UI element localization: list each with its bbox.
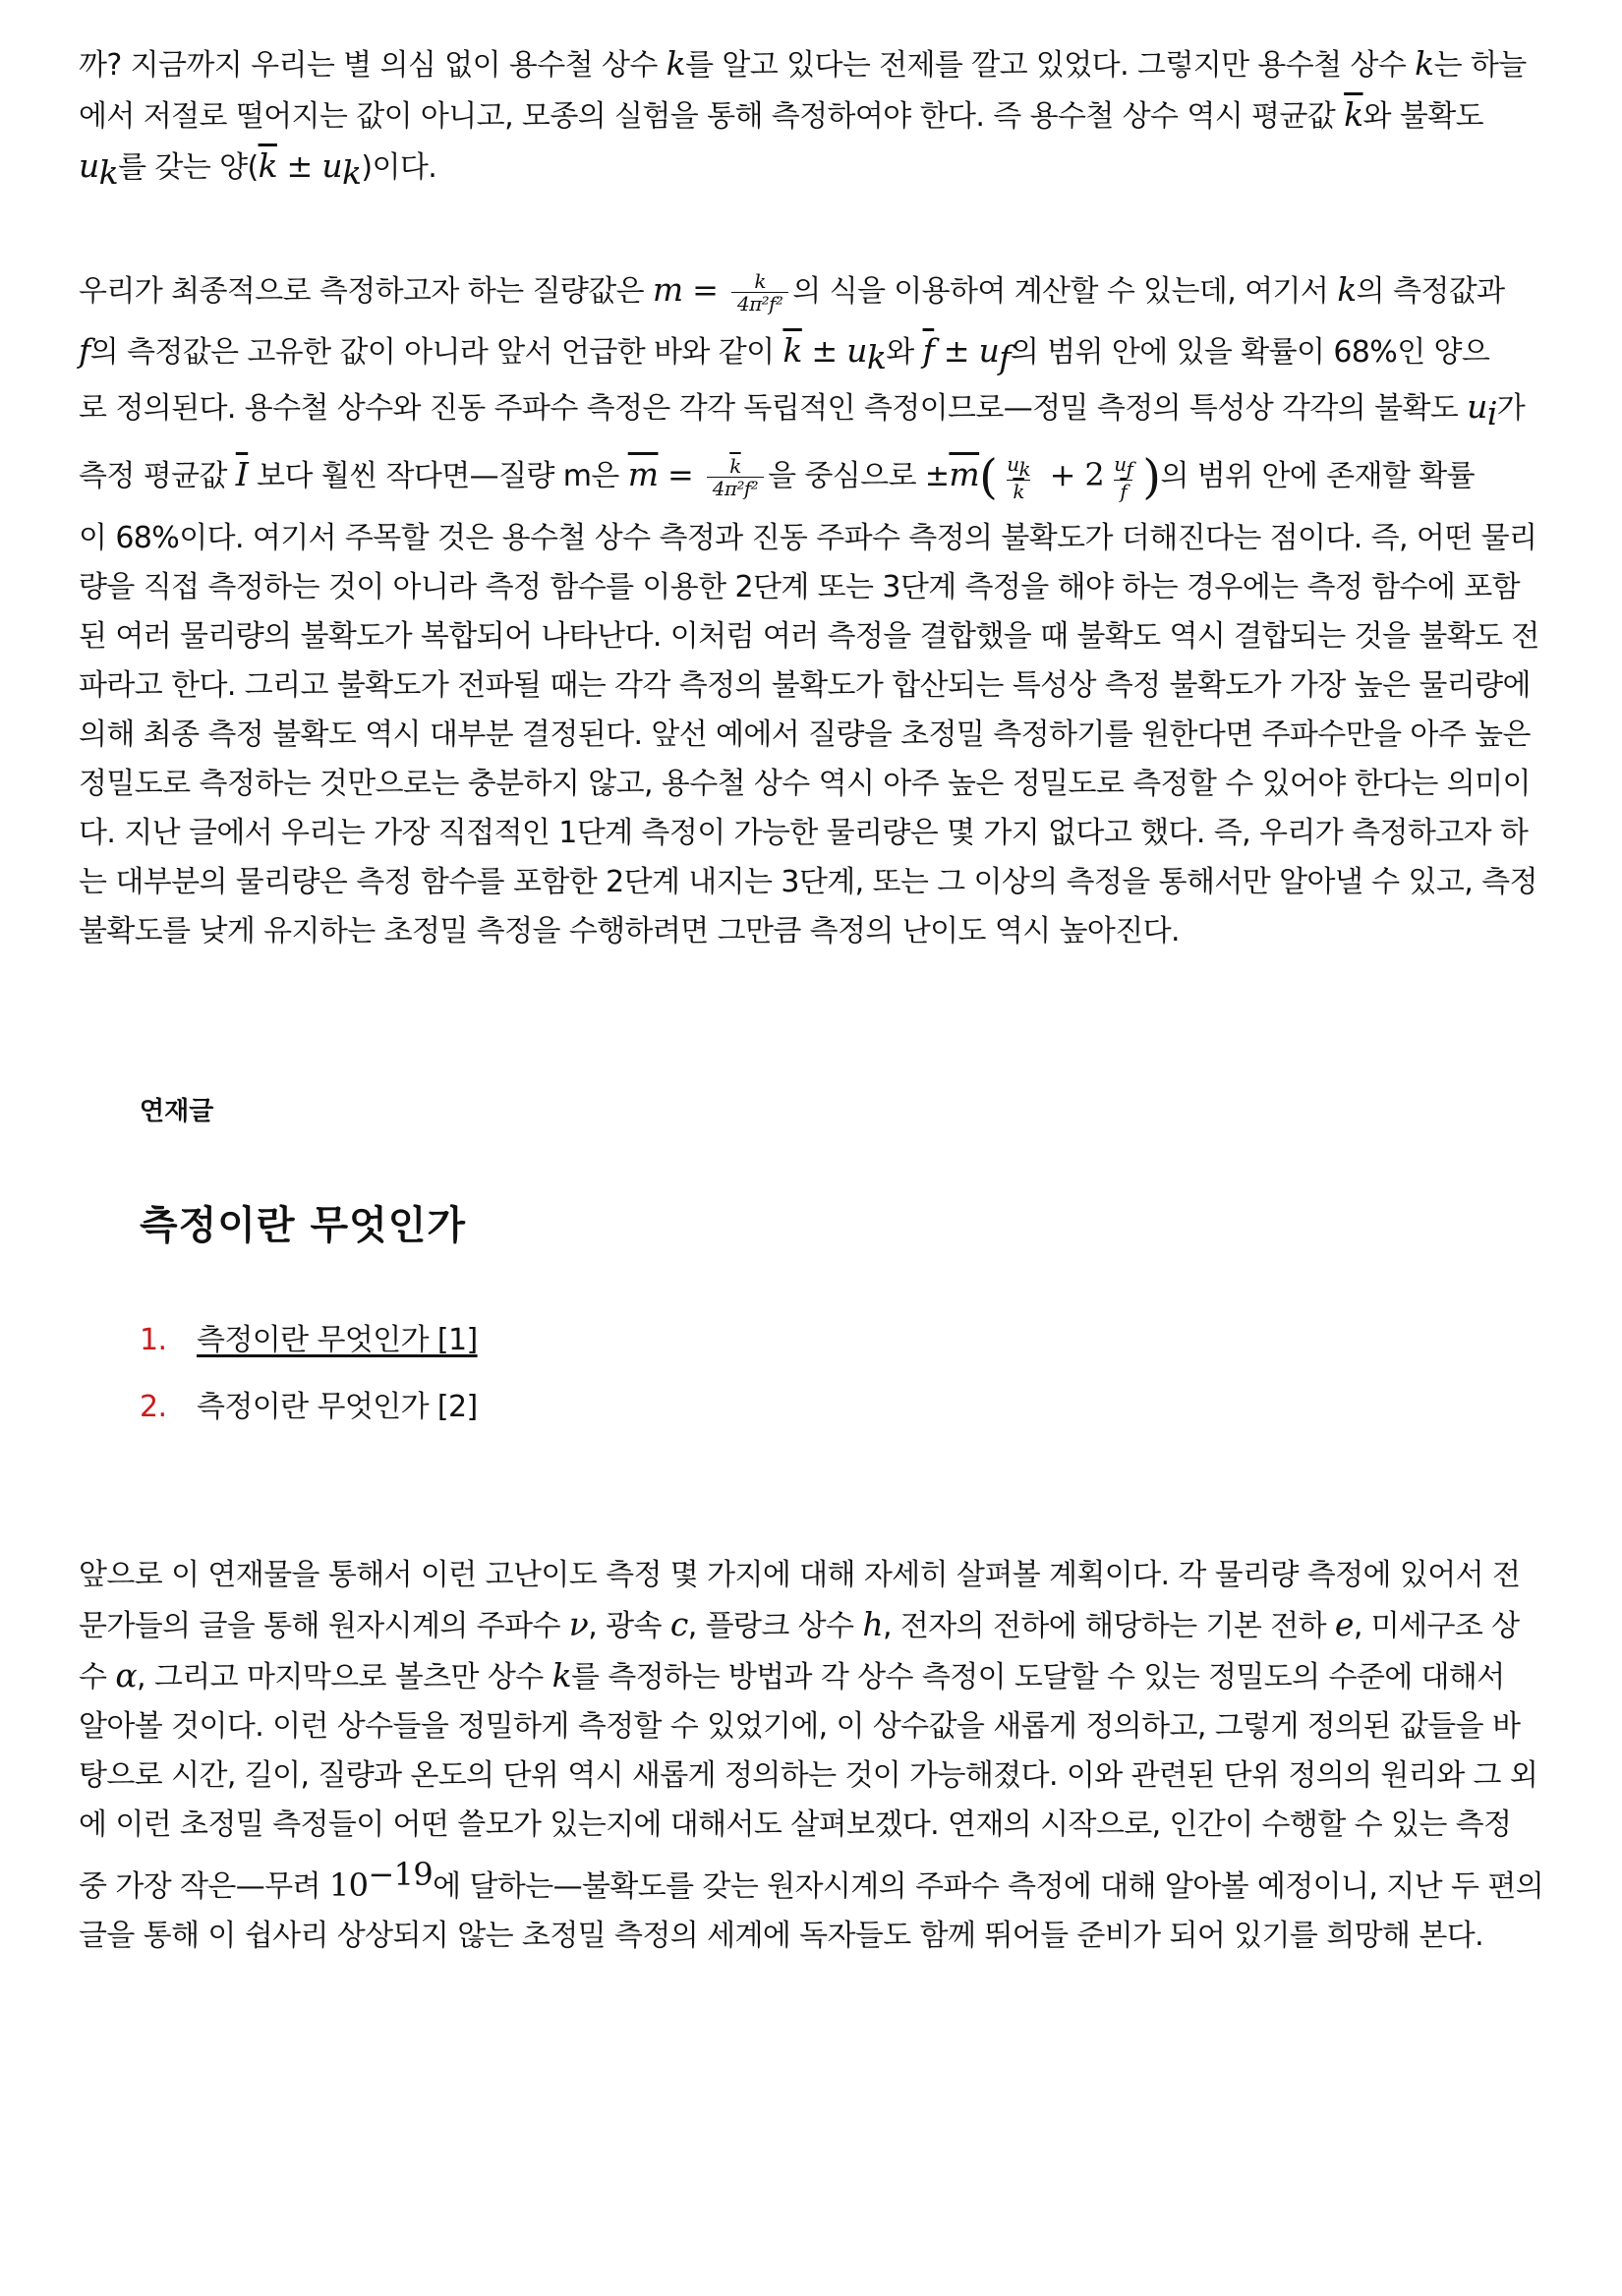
math-nu: ν (568, 1605, 589, 1643)
text-line: 이 68%이다. 여기서 주목할 것은 용수철 상수 측정과 진동 주파수 측정의 불확도가 더해진다는 점이다. 즉, 어떤 물리 (79, 520, 1537, 555)
math-plus-minus: ± (276, 147, 322, 185)
text-run: 에 달하는—불확도를 갖는 원자시계의 주파수 측정에 대해 알아볼 예정이니, 지난 두 편의 (433, 1869, 1544, 1904)
math-subscript: k (866, 338, 887, 376)
math-u: u (1467, 387, 1487, 426)
fraction-numerator: u (1114, 451, 1127, 476)
text-line: 는 대부분의 물리량은 측정 함수를 포함한 2단계 내지는 3단계, 또는 그 이상의 측정을 통해서만 알아낼 수 있고, 측정 (79, 864, 1537, 899)
text-run: 수 (79, 1660, 116, 1694)
series-list-item (140, 1307, 1418, 1374)
math-fraction (731, 270, 788, 315)
paragraph-uncertainty-propagation (79, 256, 1553, 956)
math-k-bar: $\overline{k}$ (1344, 95, 1363, 134)
fraction-denominator: f (1114, 480, 1132, 502)
math-u: u (321, 146, 342, 185)
math-h: h (862, 1605, 884, 1643)
fraction-numerator: u (1007, 451, 1019, 476)
math-subscript: f (999, 338, 1011, 376)
math-plus-minus: ± (801, 332, 847, 370)
text-line: 불확도를 낮게 유지하는 초정밀 측정을 수행하려면 그만큼 측정의 난이도 역시 높아진다. (79, 913, 1180, 948)
text-run: 의 측정값은 고유한 값이 아니라 앞서 언급한 바와 같이 (89, 335, 783, 370)
math-k: k (551, 1656, 571, 1694)
math-k-bar: $\overline{k}$ (258, 146, 277, 185)
text-run: , 플랑크 상수 (687, 1609, 863, 1643)
text-line: 알아볼 것이다. 이런 상수들을 정밀하게 측정할 수 있었기에, 이 상수값을 새롭게 정의하고, 그렇게 정의된 값들을 바 (79, 1709, 1521, 1744)
text-run: 를 갖는 양( (118, 150, 259, 185)
math-i-bar: $\overline{I}$ (235, 455, 249, 493)
math-subscript: i (1486, 394, 1497, 432)
text-run: 의 범위 안에 있을 확률이 68%인 양으 (1010, 335, 1490, 370)
text-line: 에 이런 초정밀 측정들이 어떤 쓸모가 있는지에 대해서도 살펴보겠다. 연재의 시작으로, 인간이 수행할 수 있는 측정 (79, 1808, 1512, 1842)
text-run: 의 측정값과 (1356, 274, 1505, 309)
text-run: 문가들의 글을 통해 원자시계의 주파수 (79, 1609, 569, 1643)
math-m-bar: $\overline{m}$ (949, 455, 980, 493)
math-f-bar: $\overline{f}$ (922, 331, 935, 370)
text-line (79, 1850, 1553, 1912)
math-equals: = (682, 271, 727, 309)
math-k: k (666, 44, 686, 83)
text-run: , 그리고 마지막으로 볼츠만 상수 (137, 1660, 552, 1694)
text-run: 와 (886, 335, 923, 370)
text-line (79, 382, 1553, 438)
text-line (79, 1651, 1553, 1702)
text-run: 을 중심으로 ± (768, 459, 950, 493)
text-run: , 전자의 전하에 해당하는 기본 전하 (883, 1609, 1335, 1643)
series-link-1[interactable]: 측정이란 무엇인가 [1] (197, 1323, 478, 1357)
text-run: 를 알고 있다는 전제를 깔고 있었다. 그렇지만 용수철 상수 (685, 48, 1416, 83)
math-subscript: k (341, 153, 362, 192)
series-list (140, 1307, 1418, 1441)
math-subscript: f (1126, 456, 1133, 481)
math-k-bar: $\overline{k}$ (782, 331, 802, 370)
math-paren-open: ( (979, 449, 998, 505)
text-run: 측정 평균값 (79, 459, 236, 493)
fraction-denominator: 4π²f² (707, 477, 764, 499)
math-u: u (978, 331, 1000, 370)
text-line (79, 142, 1553, 198)
text-run: 에서 저절로 떨어지는 값이 아니고, 모종의 실험을 통해 측정하여야 한다. 즉 용수철 상수 역시 평균값 (79, 99, 1345, 134)
text-run: )이다. (361, 150, 437, 185)
text-line: 앞으로 이 연재물을 통해서 이런 고난이도 측정 몇 가지에 대해 자세히 살펴볼 계획이다. 각 물리량 측정에 있어서 전 (79, 1558, 1521, 1592)
series-label: 연재글 (140, 1097, 214, 1126)
math-k: k (1337, 270, 1357, 309)
paragraph-spring-constant (79, 39, 1553, 198)
math-paren-close: ) (1142, 449, 1161, 505)
text-run: 를 측정하는 방법과 각 상수 측정이 도달할 수 있는 정밀도의 수준에 대해서 (570, 1660, 1505, 1694)
text-run: 중 가장 작은—무려 (79, 1869, 329, 1904)
text-line: 정밀도로 측정하는 것만으로는 충분하지 않고, 용수철 상수 역시 아주 높은 정밀도로 측정할 수 있어야 한다는 의미이 (79, 766, 1531, 801)
math-f: f (79, 331, 90, 370)
fraction-denominator: 4π²f² (731, 292, 788, 315)
math-equals: = (658, 456, 703, 493)
text-run: 는 하늘 (1433, 48, 1527, 83)
text-line: 탕으로 시간, 길이, 질량과 온도의 단위 역시 새롭게 정의하는 것이 가능해졌다. 이와 관련된 단위 정의의 원리와 그 외 (79, 1758, 1538, 1793)
text-line: 파라고 한다. 그리고 불확도가 전파될 때는 각각 측정의 불확도가 합산되는 특성상 측정 불확도가 가장 높은 물리량에 (79, 667, 1531, 703)
math-exponent: −19 (368, 1856, 434, 1893)
math-k: k (1415, 44, 1434, 83)
text-line (79, 1600, 1553, 1651)
text-run: 가 (1496, 391, 1526, 426)
text-line: 된 여러 물리량의 불확도가 복합되어 나타난다. 이처럼 여러 측정을 결합했을 때 불확도 역시 결합되는 것을 불확도 전 (79, 618, 1539, 654)
math-u: u (846, 331, 867, 370)
series-list-item (140, 1374, 1418, 1441)
text-line: 다. 지난 글에서 우리는 가장 직접적인 1단계 측정이 가능한 물리량은 몇 가지 없다고 했다. 즉, 우리가 측정하고자 하 (79, 815, 1529, 850)
paragraph-series-plan (79, 1551, 1553, 1961)
math-fraction (1108, 453, 1138, 502)
text-line (79, 438, 1553, 514)
text-run: 까? 지금까지 우리는 별 의심 없이 용수철 상수 (79, 48, 666, 83)
math-plus-two: + 2 (1040, 456, 1105, 493)
math-u: u (79, 146, 99, 185)
text-run: 보다 훨씬 작다면—질량 m은 (248, 459, 628, 493)
series-title: 측정이란 무엇인가 (140, 1203, 467, 1248)
math-fraction (1001, 453, 1036, 502)
text-line (79, 39, 1553, 90)
text-line (79, 90, 1553, 142)
math-plus-minus: ± (934, 332, 979, 370)
text-run: 로 정의된다. 용수철 상수와 진동 주파수 측정은 각각 독립적인 측정이므로—정밀 측정의 특성상 각각의 불확도 (79, 391, 1468, 426)
fraction-denominator: k (1007, 480, 1030, 502)
text-run: 의 범위 안에 존재할 확률 (1160, 459, 1475, 493)
math-subscript: k (1018, 456, 1031, 481)
math-alpha: α (115, 1656, 138, 1694)
series-box (140, 1091, 1418, 1441)
list-number: 1. (140, 1323, 167, 1357)
text-line: 의해 최종 측정 불확도 역시 대부분 결정된다. 앞선 예에서 질량을 초정밀 측정하기를 원한다면 주파수만을 아주 높은 (79, 717, 1531, 752)
text-run: 우리가 최종적으로 측정하고자 하는 질량값은 (79, 274, 653, 309)
text-run: , 미세구조 상 (1353, 1609, 1520, 1643)
text-line: 글을 통해 이 쉽사리 상상되지 않는 초정밀 측정의 세계에 독자들도 함께 뛰어들 준비가 되어 있기를 희망해 본다. (79, 1919, 1484, 1953)
text-run: , 광속 (588, 1609, 670, 1643)
fraction-numerator: k (754, 269, 766, 293)
math-ten: 10 (328, 1866, 369, 1904)
math-subscript: k (98, 153, 119, 192)
series-link-2[interactable]: 측정이란 무엇인가 [2] (197, 1390, 478, 1424)
text-run: 의 식을 이용하여 계산할 수 있는데, 여기서 (792, 274, 1338, 309)
text-line (79, 256, 1553, 326)
math-fraction (707, 455, 764, 499)
math-c: c (669, 1605, 688, 1643)
text-line (79, 326, 1553, 382)
math-m: m (652, 270, 683, 309)
fraction-numerator: $\overline{k}$ (729, 454, 741, 478)
text-run: 와 불확도 (1362, 99, 1483, 134)
math-m-bar: $\overline{m}$ (627, 455, 659, 493)
math-e: e (1334, 1605, 1354, 1643)
list-number: 2. (140, 1390, 167, 1424)
text-line: 량을 직접 측정하는 것이 아니라 측정 함수를 이용한 2단계 또는 3단계 측정을 해야 하는 경우에는 측정 함수에 포함 (79, 569, 1520, 604)
